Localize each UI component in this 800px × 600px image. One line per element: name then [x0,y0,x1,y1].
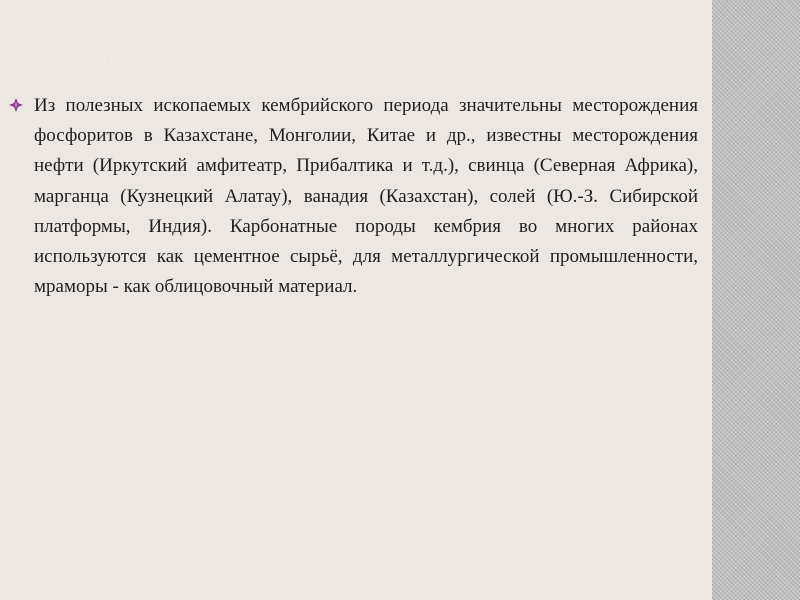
decorative-side-band [712,0,800,600]
slide-body-text: Из полезных ископаемых кембрийского периода значительны месторождения фосфоритов в Казахстане, Монголии, Китае и др., известны месторождения нефти (Иркутский амфитеатр, Прибалтика и т.д.), свинца (Северная Африка), марганца (Кузнецкий Алатау), ванадия (Казахстан), солей (Ю.-З. Сибирской платформы, Индия). Карбонатные породы кембрия во многих районах используются как цементное сырьё, для металлургической промышленности, мраморы - как облицовочный материал. [34,95,698,298]
diamond-bullet-icon [9,98,23,112]
slide-title: ПОЛЕЗНЫЕ ИСКОПАЕМЫЕ [50,40,570,81]
